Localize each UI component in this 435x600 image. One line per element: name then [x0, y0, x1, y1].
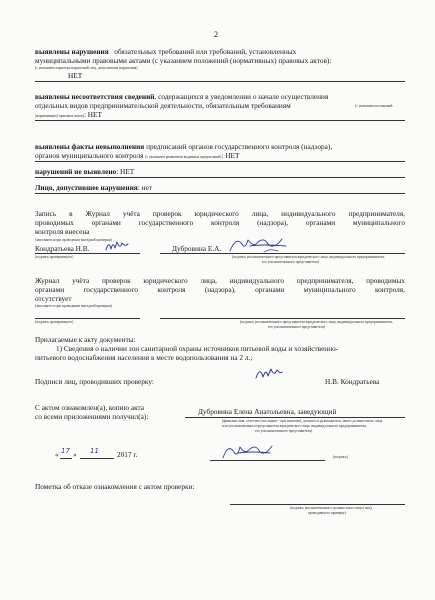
violations-text-2: муниципальными правовыми актами (с указанием положений (нормативных) правовых актов):: [35, 56, 332, 65]
absent-text-2: органами государственного контроля (надзора), органами муниципального контроля,: [35, 285, 405, 294]
signature-line: [185, 417, 405, 418]
absent-text-1: Журнал учёта проверок юридического лица, индивидуального предпринимателя, проводимых: [35, 276, 405, 285]
no-violations-value: : НЕТ: [116, 167, 135, 176]
divider: [35, 81, 405, 82]
inspectors-name: Н.В. Кондратьева: [325, 377, 380, 386]
recipient-signature: [220, 440, 276, 462]
journal-rep-name: Дубровина Е.А.: [172, 244, 222, 253]
journal-text-2: проводимых органами государственного контроля (надзора), органами муниципального: [35, 218, 405, 227]
signature-line: [35, 318, 140, 319]
violations-text-1: обязательных требований или требований, установленных: [114, 47, 297, 56]
ack-small-3: его уполномоченного представителя): [255, 429, 313, 433]
date-day-line: [60, 458, 72, 459]
nonfulfil-line-1: [35, 142, 332, 151]
nonfulfil-line-2: [35, 151, 239, 160]
date-close-quote: »: [73, 450, 77, 459]
page-number: 2: [214, 30, 218, 39]
journal-inspector-small: (подпись проверяющего): [35, 255, 74, 259]
refusal-small-2: проводившего проверку): [308, 511, 347, 515]
absent-sig-small-right-1: (подпись уполномоченного представителя юридического лица, индивидуального предпринимателя,: [240, 320, 393, 324]
ack-small-1: (фамилия, имя, отчество (последнее - при наличии), должность руководителя, иного должностного лица: [222, 419, 383, 423]
violations-title: выявлены нарушения: [35, 47, 109, 56]
signature-line: [160, 253, 405, 254]
ack-label-2: со всеми приложениями получил(а):: [35, 412, 149, 421]
date-day: 17: [61, 447, 70, 455]
signature-line: [210, 460, 325, 461]
refusal-label: Пометка об отказе ознакомления с актом проверки:: [35, 482, 195, 491]
violations-line-1: [35, 47, 296, 56]
mismatch-line-3: [35, 110, 102, 119]
divider: [35, 177, 405, 178]
nonfulfil-title: выявлены факты невыполнения: [35, 142, 145, 151]
ack-label-1: С актом ознакомлен(а), копию акта: [35, 403, 145, 412]
date-month: 11: [90, 447, 99, 455]
ack-name: Дубровина Елена Анатольевна, заведующий: [198, 407, 337, 416]
divider: [35, 120, 405, 121]
sign-small: (подпись): [333, 455, 348, 459]
responsible-line: [35, 183, 152, 192]
nonfulfil-text-2: органов муниципального контроля: [35, 151, 144, 160]
mismatch-title: выявлены несоответствия сведений: [35, 92, 155, 101]
inspector-signature: [104, 238, 130, 254]
journal-text-1: Запись в Журнал учёта проверок юридического лица, индивидуального предпринимателя,: [35, 209, 405, 218]
absent-sig-small-right-2: его уполномоченного представителя): [268, 325, 326, 329]
mismatch-value: : НЕТ: [83, 110, 102, 119]
date-year: 2017 г.: [117, 450, 138, 459]
inspectors-label: Подписи лиц, проводивших проверку:: [35, 377, 154, 386]
journal-text-3: контроля внесена: [35, 227, 90, 236]
journal-rep-small-1: (подпись уполномоченного представителя юридического лица, индивидуального предпринимателя,: [232, 255, 385, 259]
nonfulfil-value: : НЕТ: [221, 151, 240, 160]
mismatch-text-1: , содержащихся в уведомлении о начале осуществления: [154, 92, 329, 101]
journal-rep-small-2: его уполномоченного представителя): [262, 260, 320, 264]
divider: [35, 161, 405, 162]
ack-small-2: или уполномоченного представителя юридического лица, индивидуального предпринимателя,: [222, 424, 367, 428]
mismatch-line-2: [35, 101, 291, 110]
signature-line: [160, 318, 405, 319]
mismatch-line-1: [35, 92, 328, 101]
absent-sig-small-left: (подпись проверяющего): [35, 320, 74, 324]
absent-small: (заполняется при проведении выездной проверки): [35, 304, 112, 308]
inspector-signature-2: [254, 364, 284, 382]
nonfulfil-small: (с указанием реквизитов выданных предписаний): [145, 155, 222, 159]
violations-value: НЕТ: [68, 71, 83, 80]
no-violations-title: нарушений не выявлено: [35, 167, 117, 176]
absent-text-3: отсутствует: [35, 294, 72, 303]
mismatch-small-2: (нормативных) правовых актов): [35, 114, 84, 118]
mismatch-text-2: отдельных видов предпринимательской деятельности, обязательным требованиям: [35, 101, 291, 110]
journal-inspector-name: Кондратьева Н.В.: [35, 244, 90, 253]
refusal-small-1: (подпись уполномоченного должностного лица (лиц),: [290, 506, 373, 510]
date-open-quote: «: [55, 450, 59, 459]
journal-small-left: (заполняется при проведении выездной проверки): [35, 238, 112, 242]
divider: [35, 193, 405, 194]
date-month-line: [80, 458, 114, 459]
mismatch-small-1: (с указанием положений: [355, 104, 393, 108]
responsible-value: : нет: [137, 183, 152, 192]
attached-title: Прилагаемые к акту документы:: [35, 335, 136, 344]
responsible-title: Лицо, допустившее нарушения: [35, 183, 138, 192]
attached-item-1: 1) Сведения о наличии зон санитарной охраны источников питьевой воды и хозяйственно-: [56, 344, 339, 353]
attached-item-2: питьевого водоснабжения населения в месте водопользования на 2 л.;: [35, 353, 253, 362]
signature-line: [230, 504, 405, 505]
nonfulfil-text-1: предписаний органов государственного контроля (надзора),: [146, 142, 333, 151]
violations-small: (с указанием характера нарушений; лиц, допустивших нарушения): [35, 66, 138, 70]
no-violations-line: [35, 167, 134, 176]
